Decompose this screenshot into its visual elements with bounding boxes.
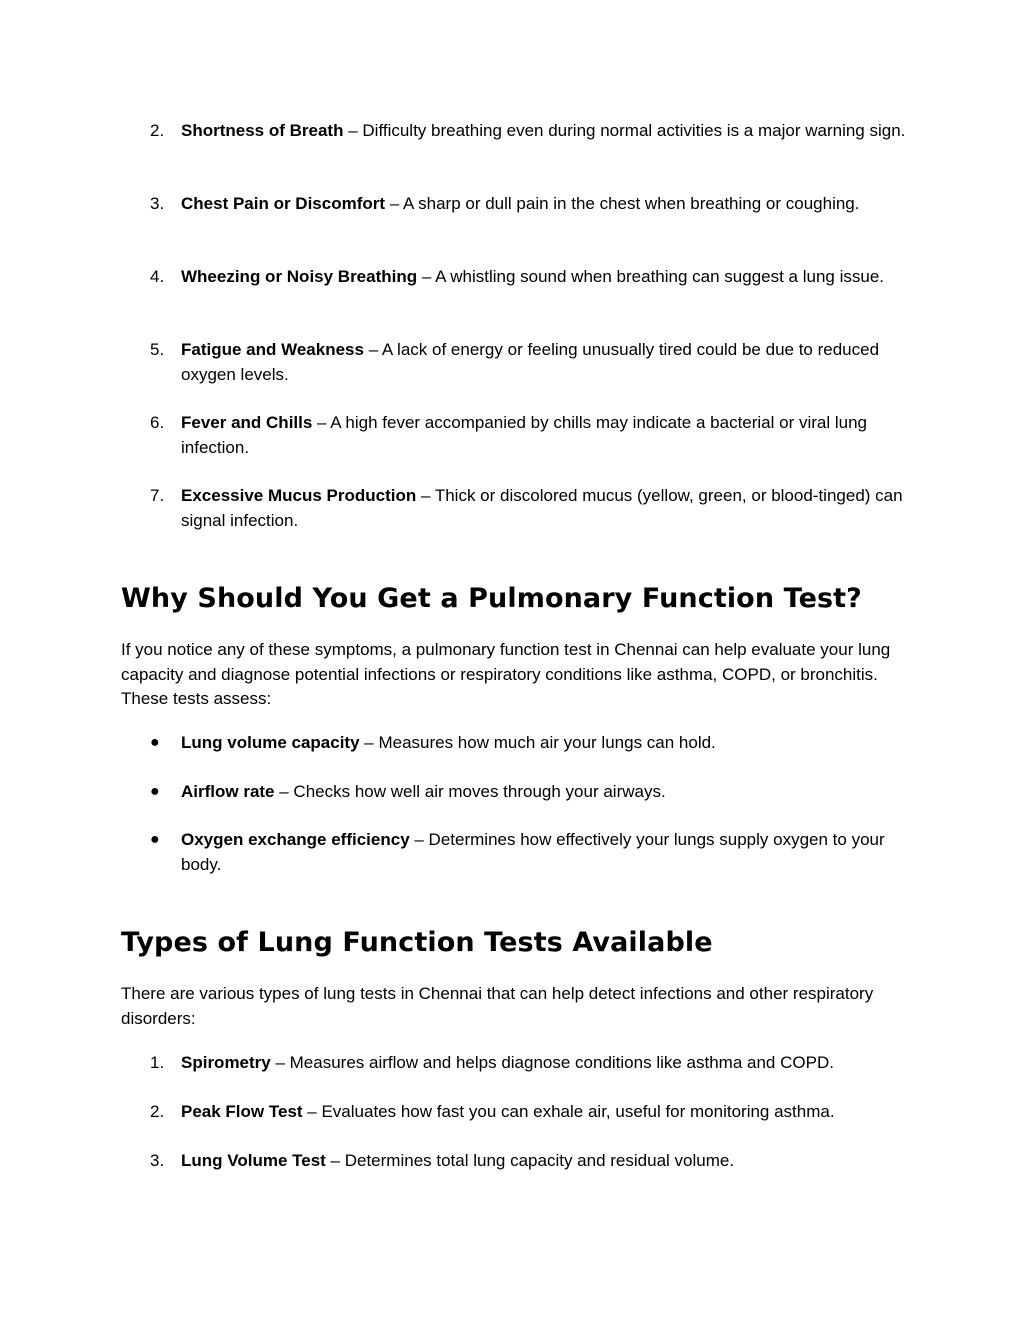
bullet-icon: ● <box>150 783 160 800</box>
symptom-description: – A sharp or dull pain in the chest when breathing or coughing. <box>385 194 860 213</box>
test-text <box>181 1100 906 1125</box>
test-description: – Measures airflow and helps diagnose conditions like asthma and COPD. <box>270 1053 834 1072</box>
symptom-text <box>181 192 906 217</box>
test-term: Peak Flow Test <box>181 1102 303 1121</box>
bullet-text <box>181 828 906 877</box>
symptom-term: Fever and Chills <box>181 413 313 432</box>
list-number: 5. <box>150 340 165 359</box>
symptom-text <box>181 265 906 290</box>
test-text <box>181 1051 906 1076</box>
bullet-description: – Measures how much air your lungs can hold. <box>359 733 716 752</box>
section-why-intro: If you notice any of these symptoms, a pulmonary function test in Chennai can help evaluate your lung capacity and diagnose potential infections or respiratory conditions like asthma, COPD, or bronchitis. These tests assess: <box>121 640 891 708</box>
list-number: 1. <box>150 1053 165 1072</box>
section-heading-why: Why Should You Get a Pulmonary Function Test? <box>121 583 862 614</box>
symptom-description: – A high fever accompanied by chills may indicate a bacterial or viral lung infection. <box>181 413 868 457</box>
bullet-description: – Checks how well air moves through your airways. <box>274 782 666 801</box>
bullet-term: Airflow rate <box>181 782 275 801</box>
symptom-term: Chest Pain or Discomfort <box>181 194 386 213</box>
symptom-text <box>181 411 906 460</box>
symptom-description: – Thick or discolored mucus (yellow, green, or blood-tinged) can signal infection. <box>181 486 903 530</box>
list-number: 2. <box>150 1102 165 1121</box>
bullet-term: Oxygen exchange efficiency <box>181 830 410 849</box>
bullet-icon: ● <box>150 734 160 751</box>
symptom-description: – A lack of energy or feeling unusually tired could be due to reduced oxygen levels. <box>181 340 880 384</box>
list-number: 7. <box>150 486 165 505</box>
test-description: – Determines total lung capacity and residual volume. <box>325 1151 735 1170</box>
list-number: 3. <box>150 194 165 213</box>
section-types-intro: There are various types of lung tests in Chennai that can help detect infections and other respiratory disorders: <box>121 984 874 1028</box>
test-text <box>181 1149 906 1174</box>
list-number: 4. <box>150 267 165 286</box>
bullet-text <box>181 731 906 756</box>
bullet-description: – Determines how effectively your lungs supply oxygen to your body. <box>181 830 885 874</box>
bullet-icon: ● <box>150 831 160 848</box>
test-term: Spirometry <box>181 1053 271 1072</box>
list-number: 3. <box>150 1151 165 1170</box>
test-term: Lung Volume Test <box>181 1151 326 1170</box>
symptom-text <box>181 119 906 144</box>
bullet-text <box>181 780 906 805</box>
symptom-term: Shortness of Breath <box>181 121 344 140</box>
list-number: 2. <box>150 121 165 140</box>
section-heading-types: Types of Lung Function Tests Available <box>121 927 713 958</box>
list-number: 6. <box>150 413 165 432</box>
test-description: – Evaluates how fast you can exhale air, useful for monitoring asthma. <box>302 1102 835 1121</box>
bullet-term: Lung volume capacity <box>181 733 360 752</box>
symptom-text <box>181 338 906 387</box>
symptom-term: Wheezing or Noisy Breathing <box>181 267 418 286</box>
symptom-term: Excessive Mucus Production <box>181 486 417 505</box>
symptom-description: – Difficulty breathing even during normal activities is a major warning sign. <box>343 121 906 140</box>
symptom-term: Fatigue and Weakness <box>181 340 364 359</box>
symptom-text <box>181 484 906 533</box>
symptom-description: – A whistling sound when breathing can suggest a lung issue. <box>417 267 885 286</box>
